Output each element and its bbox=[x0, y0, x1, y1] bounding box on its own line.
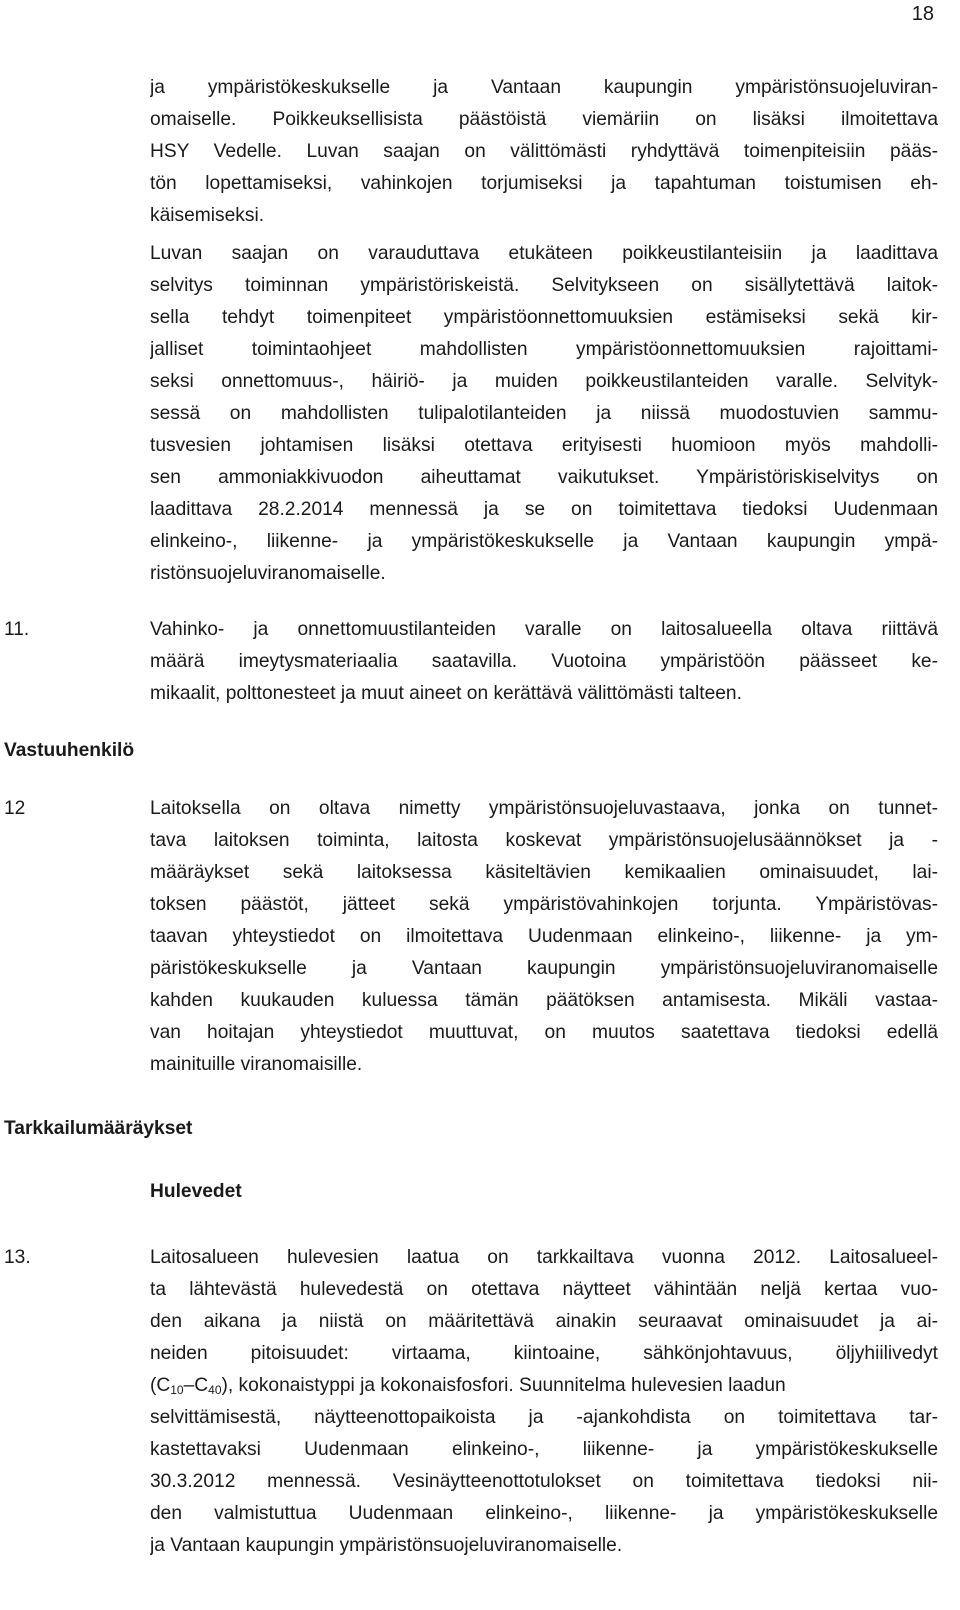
sub-heading-hulevedet: Hulevedet bbox=[150, 1181, 242, 1202]
formula-rest: ), kokonaistyppi ja kokonaisfosfori. Suunnitelma hulevesien laadun bbox=[221, 1375, 786, 1396]
text-line: tusvesien johtamisen lisäksi otettava erityisesti huomioon myös mahdolli- bbox=[150, 435, 938, 456]
text-line: den valmistuttua Uudenmaan elinkeino-, liikenne- ja ympäristökeskukselle bbox=[150, 1503, 938, 1524]
text-line: kahden kuukauden kuluessa tämän päätöksen antamisesta. Mikäli vastaa- bbox=[150, 990, 938, 1011]
text-line: Laitoksella on oltava nimetty ympäristönsuojeluvastaava, jonka on tunnet- bbox=[150, 798, 938, 819]
formula-subscript: 40 bbox=[208, 1383, 222, 1397]
page-number: 18 bbox=[911, 3, 934, 25]
text-line: määräykset sekä laitoksessa käsiteltävien kemikaalien ominaisuudet, lai- bbox=[150, 862, 938, 883]
text-line: määrä imeytysmateriaalia saatavilla. Vuotoina ympäristöön päässeet ke- bbox=[150, 651, 938, 672]
text-line: Luvan saajan on varauduttava etukäteen poikkeustilanteisiin ja laadittava bbox=[150, 243, 938, 264]
text-line: sessä on mahdollisten tulipalotilanteiden ja niissä muodostuvien sammu- bbox=[150, 403, 938, 424]
section-heading-tarkkailumaaraykset: Tarkkailumääräykset bbox=[4, 1118, 193, 1139]
text-line: omaiselle. Poikkeuksellisista päästöistä viemäriin on lisäksi ilmoitettava bbox=[150, 109, 938, 130]
text-line: Vahinko- ja onnettomuustilanteiden varalle on laitosalueella oltava riittävä bbox=[150, 619, 938, 640]
text-line: mikaalit, polttonesteet ja muut aineet on kerättävä välittömästi talteen. bbox=[150, 683, 742, 704]
formula-dash: –C bbox=[183, 1375, 209, 1396]
item-number: 11. bbox=[4, 619, 30, 640]
text-line: tön lopettamiseksi, vahinkojen torjumiseksi ja tapahtuman toistumisen eh- bbox=[150, 173, 938, 194]
text-line-formula bbox=[150, 1370, 938, 1402]
formula-open: (C bbox=[150, 1375, 171, 1396]
text-line: Laitosalueen hulevesien laatua on tarkkailtava vuonna 2012. Laitosalueel- bbox=[150, 1247, 938, 1268]
formula-subscript: 10 bbox=[170, 1383, 184, 1397]
text-line: käisemiseksi. bbox=[150, 205, 265, 226]
text-line: neiden pitoisuudet: virtaama, kiintoaine, sähkönjohtavuus, öljyhiilivedyt bbox=[150, 1343, 938, 1364]
text-line: selvitys toiminnan ympäristöriskeistä. Selvitykseen on sisällytettävä laitok- bbox=[150, 275, 938, 296]
text-line: toksen päästöt, jätteet sekä ympäristövahinkojen torjunta. Ympäristövas- bbox=[150, 894, 938, 915]
text-line: tava laitoksen toiminta, laitosta koskevat ympäristönsuojelusäännökset ja - bbox=[150, 830, 938, 851]
text-line: selvittämisestä, näytteenottopaikoista ja -ajankohdista on toimitettava tar- bbox=[150, 1407, 938, 1428]
text-line: elinkeino-, liikenne- ja ympäristökeskukselle ja Vantaan kaupungin ympä- bbox=[150, 531, 938, 552]
text-line: ja ympäristökeskukselle ja Vantaan kaupungin ympäristönsuojeluviran- bbox=[150, 77, 938, 98]
text-line: päristökeskukselle ja Vantaan kaupungin ympäristönsuojeluviranomaiselle bbox=[150, 958, 938, 979]
text-line: mainituille viranomaisille. bbox=[150, 1054, 363, 1075]
text-line: seksi onnettomuus-, häiriö- ja muiden poikkeustilanteiden varalle. Selvityk- bbox=[150, 371, 938, 392]
text-line: jalliset toimintaohjeet mahdollisten ympäristöonnettomuuksien rajoittami- bbox=[150, 339, 938, 360]
text-line: sella tehdyt toimenpiteet ympäristöonnettomuuksien estämiseksi sekä kir- bbox=[150, 307, 938, 328]
item-number: 12 bbox=[4, 798, 26, 819]
text-line: HSY Vedelle. Luvan saajan on välittömästi ryhdyttävä toimenpiteisiin pääs- bbox=[150, 141, 938, 162]
text-line: ta lähtevästä hulevedestä on otettava näytteet vähintään neljä kertaa vuo- bbox=[150, 1279, 938, 1300]
text-line: kastettavaksi Uudenmaan elinkeino-, liikenne- ja ympäristökeskukselle bbox=[150, 1439, 938, 1460]
text-line: 30.3.2012 mennessä. Vesinäytteenottotulokset on toimitettava tiedoksi nii- bbox=[150, 1471, 938, 1492]
text-line: ristönsuojeluviranomaiselle. bbox=[150, 563, 386, 584]
text-line: sen ammoniakkivuodon aiheuttamat vaikutukset. Ympäristöriskiselvitys on bbox=[150, 467, 938, 488]
text-line: laadittava 28.2.2014 mennessä ja se on toimitettava tiedoksi Uudenmaan bbox=[150, 499, 938, 520]
text-line: taavan yhteystiedot on ilmoitettava Uudenmaan elinkeino-, liikenne- ja ym- bbox=[150, 926, 938, 947]
section-heading-vastuuhenkilo: Vastuuhenkilö bbox=[4, 740, 135, 761]
text-line: van hoitajan yhteystiedot muuttuvat, on muutos saatettava tiedoksi edellä bbox=[150, 1022, 938, 1043]
item-number: 13. bbox=[4, 1247, 31, 1268]
text-line: den aikana ja niistä on määritettävä ainakin seuraavat ominaisuudet ja ai- bbox=[150, 1311, 938, 1332]
text-line: ja Vantaan kaupungin ympäristönsuojeluviranomaiselle. bbox=[150, 1535, 623, 1556]
